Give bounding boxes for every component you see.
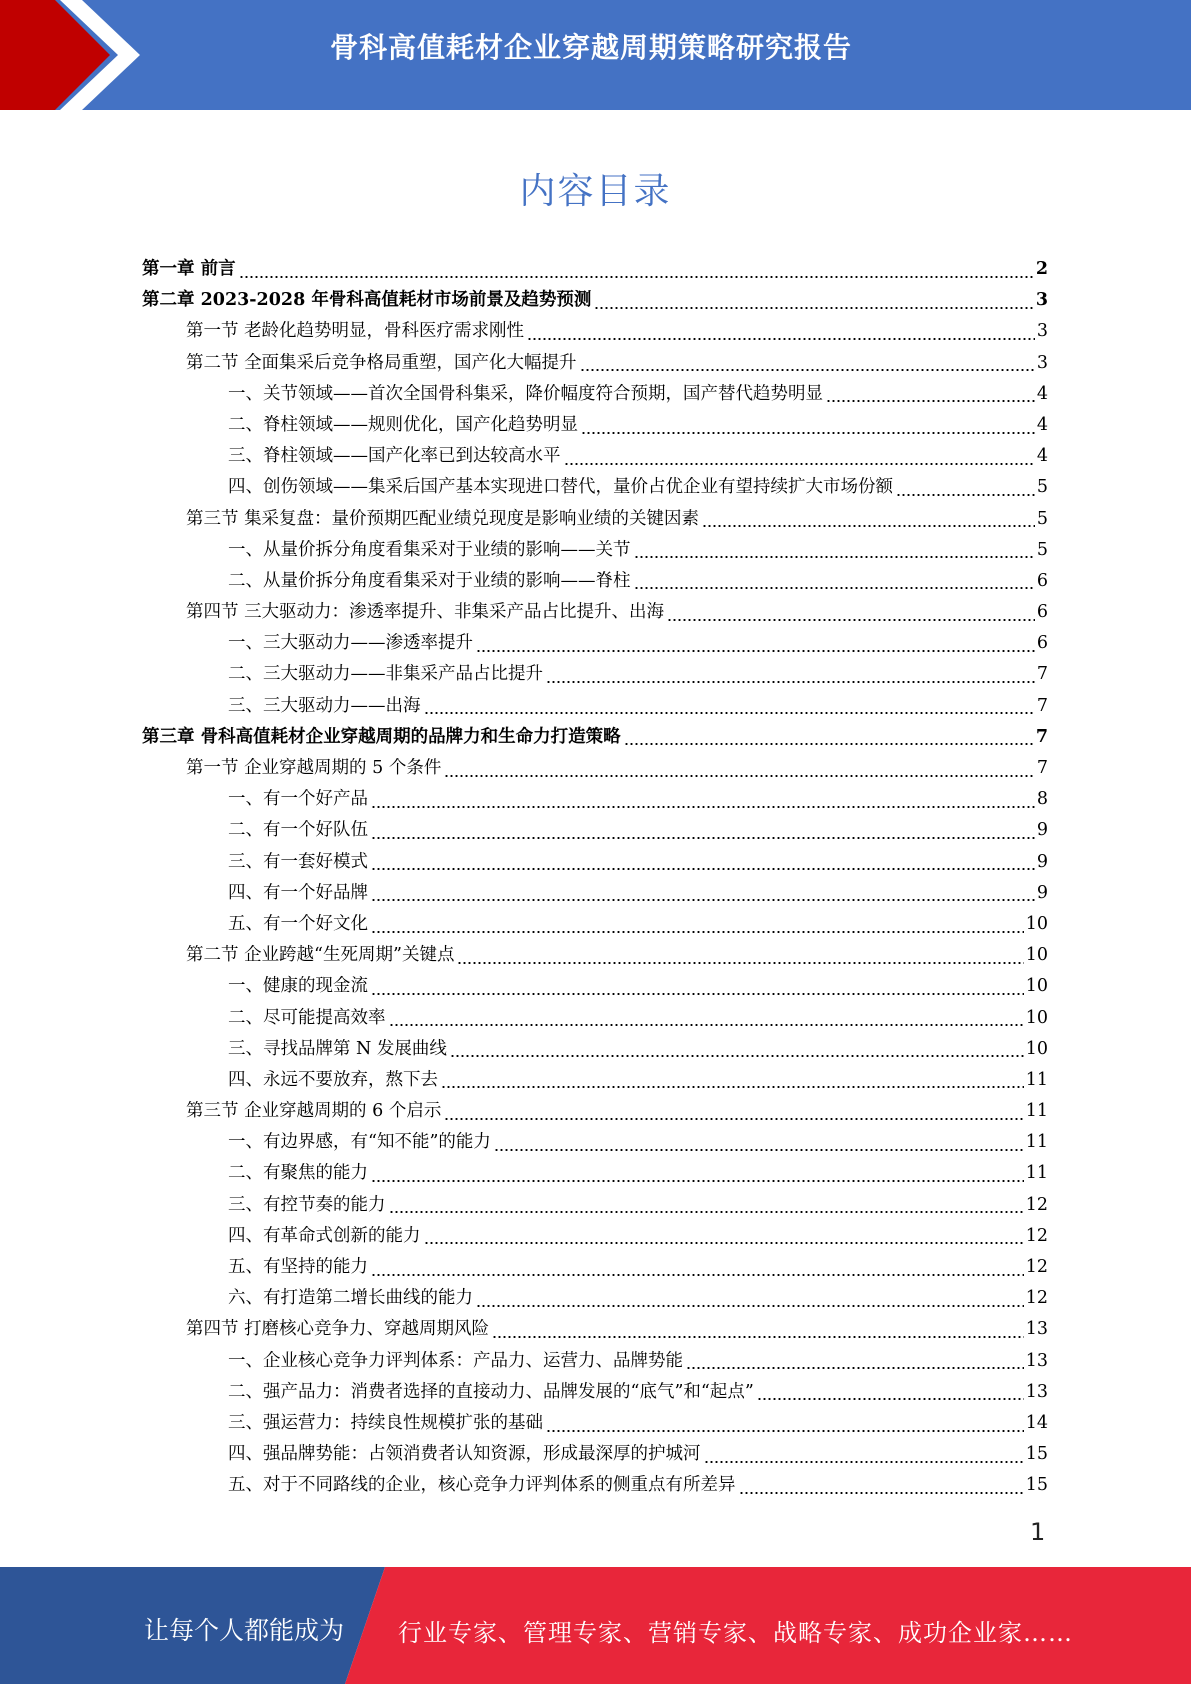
toc-entry[interactable] — [142, 815, 1048, 846]
toc-leader-dots — [239, 276, 1034, 278]
toc-leader-dots — [389, 1211, 1024, 1213]
toc-entry-page: 10 — [1025, 1038, 1048, 1059]
toc-entry-text: 一、企业核心竞争力评判体系：产品力、运营力、品牌势能 — [228, 1350, 683, 1371]
toc-entry-text: 六、有打造第二增长曲线的能力 — [228, 1288, 473, 1309]
toc-entry[interactable] — [142, 1158, 1048, 1189]
toc-entry-page: 14 — [1025, 1412, 1048, 1433]
toc-leader-dots — [492, 1336, 1024, 1338]
toc-entry[interactable] — [142, 722, 1048, 753]
toc-entry-page: 6 — [1036, 570, 1048, 591]
table-of-contents — [142, 254, 1048, 1502]
toc-entry-text: 一、从量价拆分角度看集采对于业绩的影响——关节 — [228, 539, 631, 560]
toc-entry-text: 第四节 打磨核心竞争力、穿越周期风险 — [186, 1319, 490, 1340]
toc-entry-text: 三、强运营力：持续良性规模扩张的基础 — [228, 1412, 543, 1433]
toc-entry-page: 15 — [1025, 1475, 1048, 1496]
toc-entry-text: 四、有革命式创新的能力 — [228, 1225, 421, 1246]
toc-entry-text: 第一节 企业穿越周期的 5 个条件 — [186, 758, 442, 778]
toc-entry-text: 四、永远不要放弃，熬下去 — [228, 1069, 438, 1090]
toc-leader-dots — [624, 743, 1034, 745]
toc-entry-text: 四、创伤领域——集采后国产基本实现进口替代，量价占优企业有望持续扩大市场份额 — [228, 477, 893, 498]
toc-entry-page: 11 — [1025, 1069, 1048, 1090]
toc-entry-page: 4 — [1036, 414, 1048, 435]
page-header — [0, 0, 1191, 110]
toc-leader-dots — [686, 1367, 1024, 1369]
toc-entry[interactable] — [142, 316, 1048, 347]
toc-entry-page: 4 — [1036, 383, 1048, 404]
toc-leader-dots — [450, 1055, 1024, 1057]
toc-entry[interactable] — [142, 847, 1048, 878]
toc-leader-dots — [634, 556, 1035, 558]
toc-entry-text: 三、寻找品牌第 N 发展曲线 — [228, 1038, 447, 1059]
toc-entry-text: 第三节 集采复盘：量价预期匹配业绩兑现度是影响业绩的关键因素 — [186, 508, 700, 529]
toc-entry[interactable] — [142, 659, 1048, 690]
toc-entry[interactable] — [142, 1127, 1048, 1158]
toc-entry-page: 12 — [1025, 1257, 1048, 1277]
page-footer — [0, 1567, 1191, 1684]
toc-entry[interactable] — [142, 1283, 1048, 1314]
toc-leader-dots — [594, 307, 1033, 309]
toc-entry-page: 5 — [1036, 508, 1048, 529]
toc-entry-page: 7 — [1036, 695, 1048, 716]
toc-leader-dots — [546, 681, 1035, 683]
toc-entry[interactable] — [142, 1221, 1048, 1252]
toc-leader-dots — [441, 1086, 1024, 1088]
toc-leader-dots — [371, 993, 1024, 995]
toc-entry[interactable] — [142, 1065, 1048, 1096]
toc-entry-text: 一、有边界感，有“知不能”的能力 — [228, 1132, 491, 1153]
toc-entry-text: 第二节 全面集采后竞争格局重塑，国产化大幅提升 — [186, 352, 577, 373]
toc-leader-dots — [896, 494, 1035, 496]
toc-entry[interactable] — [142, 909, 1048, 940]
toc-entry-page: 2 — [1035, 259, 1048, 279]
toc-entry[interactable] — [142, 441, 1048, 472]
footer-slogan-right: 行业专家、管理专家、营销专家、战略专家、成功企业家…… — [398, 1619, 1073, 1647]
toc-entry[interactable] — [142, 628, 1048, 659]
toc-leader-dots — [580, 369, 1035, 371]
toc-entry-text: 二、有聚焦的能力 — [228, 1163, 368, 1184]
toc-entry-text: 五、对于不同路线的企业，核心竞争力评判体系的侧重点有所差异 — [228, 1475, 736, 1496]
toc-entry[interactable] — [142, 1314, 1048, 1345]
toc-entry-page: 10 — [1025, 945, 1048, 966]
toc-entry-page: 10 — [1025, 1007, 1048, 1028]
toc-entry-page: 4 — [1036, 446, 1048, 467]
toc-entry[interactable] — [142, 1003, 1048, 1034]
footer-slogan-left: 让每个人都能成为 — [144, 1616, 345, 1645]
toc-entry-text: 二、从量价拆分角度看集采对于业绩的影响——脊柱 — [228, 570, 631, 591]
toc-entry-text: 二、尽可能提高效率 — [228, 1007, 386, 1028]
header-arrow-graphic — [0, 0, 160, 110]
toc-entry[interactable] — [142, 504, 1048, 535]
toc-entry-text: 三、三大驱动力——出海 — [228, 695, 421, 716]
toc-entry-page: 13 — [1025, 1381, 1048, 1402]
toc-entry-text: 一、健康的现金流 — [228, 976, 368, 997]
toc-entry-page: 12 — [1025, 1194, 1048, 1215]
toc-entry-text: 第二节 企业跨越“生死周期”关键点 — [186, 945, 455, 966]
toc-leader-dots — [444, 775, 1035, 777]
toc-entry-page: 5 — [1036, 477, 1048, 498]
page-number: 1 — [1030, 1518, 1046, 1546]
toc-entry-text: 四、强品牌势能：占领消费者认知资源，形成最深厚的护城河 — [228, 1444, 701, 1465]
toc-entry[interactable] — [142, 1377, 1048, 1408]
toc-leader-dots — [581, 432, 1035, 434]
toc-leader-dots — [826, 400, 1035, 402]
toc-entry-text: 四、有一个好品牌 — [228, 882, 368, 903]
toc-leader-dots — [424, 712, 1035, 714]
toc-entry[interactable] — [142, 1439, 1048, 1470]
toc-entry-text: 第三节 企业穿越周期的 6 个启示 — [186, 1101, 442, 1122]
toc-leader-dots — [527, 338, 1035, 340]
toc-entry[interactable] — [142, 1408, 1048, 1439]
toc-entry-text: 第三章 骨科高值耗材企业穿越周期的品牌力和生命力打造策略 — [142, 726, 621, 747]
toc-entry[interactable] — [142, 254, 1048, 285]
toc-entry[interactable] — [142, 940, 1048, 971]
toc-heading: 内容目录 — [519, 171, 672, 212]
toc-entry-text: 一、三大驱动力——渗透率提升 — [228, 633, 473, 654]
toc-entry-page: 13 — [1025, 1319, 1048, 1340]
toc-entry-text: 第一章 前言 — [142, 259, 236, 279]
toc-entry-text: 三、脊柱领域——国产化率已到达较高水平 — [228, 446, 561, 467]
toc-entry-page: 8 — [1036, 789, 1048, 810]
toc-entry-page: 7 — [1036, 664, 1048, 685]
toc-entry-page: 3 — [1036, 321, 1048, 342]
toc-entry-page: 13 — [1025, 1350, 1048, 1371]
toc-entry-page: 10 — [1025, 976, 1048, 997]
toc-leader-dots — [389, 1024, 1024, 1026]
toc-leader-dots — [371, 1180, 1024, 1182]
toc-entry[interactable] — [142, 691, 1048, 722]
toc-leader-dots — [371, 931, 1024, 933]
toc-leader-dots — [457, 962, 1023, 964]
toc-entry-text: 二、有一个好队伍 — [228, 820, 368, 841]
toc-entry-text: 一、有一个好产品 — [228, 789, 368, 810]
toc-leader-dots — [494, 1149, 1024, 1151]
toc-leader-dots — [371, 899, 1035, 901]
toc-entry[interactable] — [142, 535, 1048, 566]
toc-entry[interactable] — [142, 1470, 1048, 1501]
toc-leader-dots — [371, 868, 1035, 870]
toc-entry-text: 五、有坚持的能力 — [228, 1257, 368, 1277]
toc-leader-dots — [371, 837, 1035, 839]
toc-entry[interactable] — [142, 1346, 1048, 1377]
toc-entry-text: 第四节 三大驱动力：渗透率提升、非集采产品占比提升、出海 — [186, 602, 665, 623]
toc-entry-page: 15 — [1025, 1444, 1048, 1465]
toc-entry-text: 二、强产品力：消费者选择的直接动力、品牌发展的“底气”和“起点” — [228, 1381, 754, 1402]
toc-leader-dots — [476, 1305, 1024, 1307]
toc-entry-page: 6 — [1036, 602, 1048, 623]
toc-entry-page: 3 — [1036, 352, 1048, 373]
toc-entry-page: 11 — [1025, 1163, 1048, 1184]
toc-entry-text: 五、有一个好文化 — [228, 913, 368, 934]
toc-entry-text: 三、有一套好模式 — [228, 851, 368, 872]
toc-entry-text: 二、三大驱动力——非集采产品占比提升 — [228, 664, 543, 685]
toc-leader-dots — [371, 1274, 1024, 1276]
toc-leader-dots — [564, 463, 1035, 465]
toc-entry[interactable] — [142, 285, 1048, 316]
toc-entry-text: 第二章 2023-2028 年骨科高值耗材市场前景及趋势预测 — [142, 290, 592, 311]
toc-entry[interactable] — [142, 348, 1048, 379]
toc-entry[interactable] — [142, 566, 1048, 597]
toc-entry[interactable] — [142, 1190, 1048, 1221]
toc-leader-dots — [667, 619, 1035, 621]
toc-entry-page: 11 — [1025, 1101, 1048, 1122]
toc-entry[interactable] — [142, 410, 1048, 441]
toc-entry[interactable] — [142, 753, 1048, 784]
toc-entry[interactable] — [142, 1034, 1048, 1065]
toc-entry-text: 三、有控节奏的能力 — [228, 1194, 386, 1215]
toc-entry-text: 第一节 老龄化趋势明显，骨科医疗需求刚性 — [186, 321, 525, 342]
toc-entry[interactable] — [142, 784, 1048, 815]
toc-leader-dots — [739, 1492, 1024, 1494]
toc-leader-dots — [371, 806, 1035, 808]
toc-leader-dots — [476, 650, 1035, 652]
toc-leader-dots — [704, 1461, 1024, 1463]
toc-entry-page: 11 — [1025, 1132, 1048, 1153]
toc-entry-text: 一、关节领域——首次全国骨科集采，降价幅度符合预期，国产替代趋势明显 — [228, 383, 823, 404]
toc-entry-page: 12 — [1025, 1288, 1048, 1309]
toc-entry-page: 6 — [1036, 633, 1048, 654]
toc-leader-dots — [757, 1398, 1024, 1400]
toc-entry-page: 9 — [1036, 820, 1048, 841]
toc-leader-dots — [546, 1430, 1024, 1432]
toc-entry-page: 3 — [1035, 290, 1048, 311]
toc-leader-dots — [634, 587, 1035, 589]
toc-entry-page: 10 — [1025, 913, 1048, 934]
toc-entry-text: 二、脊柱领域——规则优化，国产化趋势明显 — [228, 414, 578, 435]
toc-entry-page: 5 — [1036, 539, 1048, 560]
toc-leader-dots — [424, 1242, 1024, 1244]
toc-entry[interactable] — [142, 472, 1048, 503]
toc-entry[interactable] — [142, 878, 1048, 909]
toc-entry[interactable] — [142, 971, 1048, 1002]
toc-entry[interactable] — [142, 379, 1048, 410]
report-title: 骨科高值耗材企业穿越周期策略研究报告 — [330, 31, 853, 64]
toc-entry-page: 7 — [1035, 726, 1048, 747]
toc-entry[interactable] — [142, 597, 1048, 628]
toc-entry-page: 7 — [1036, 758, 1048, 778]
toc-entry[interactable] — [142, 1096, 1048, 1127]
toc-leader-dots — [702, 525, 1035, 527]
toc-entry-page: 9 — [1036, 851, 1048, 872]
toc-entry-page: 12 — [1025, 1225, 1048, 1246]
toc-leader-dots — [444, 1118, 1023, 1120]
toc-entry[interactable] — [142, 1252, 1048, 1283]
toc-entry-page: 9 — [1036, 882, 1048, 903]
